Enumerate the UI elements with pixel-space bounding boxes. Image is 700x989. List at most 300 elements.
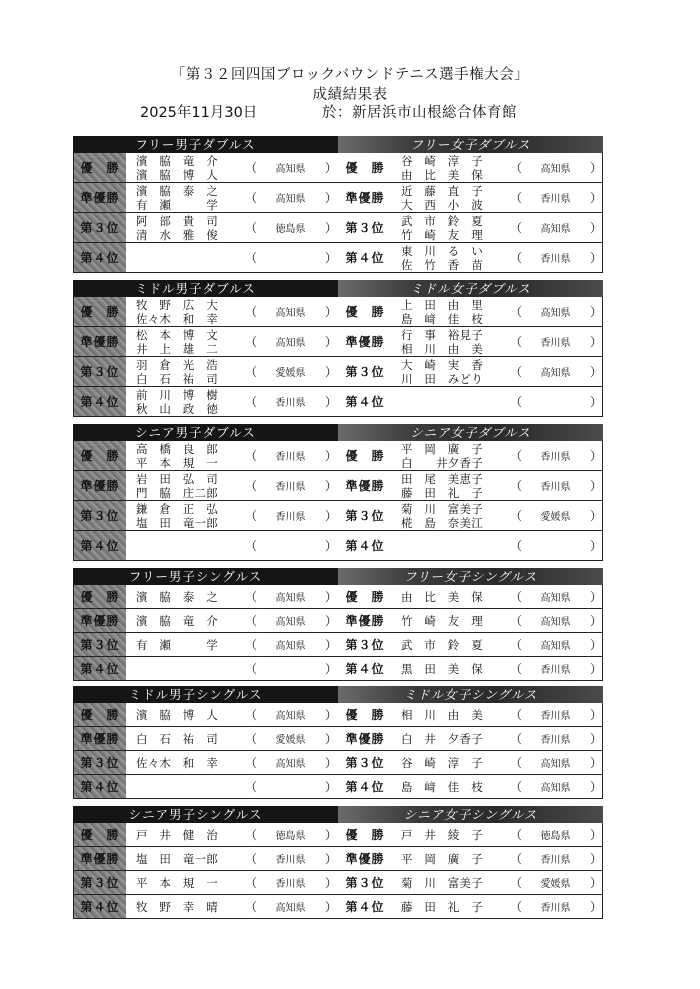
player-name — [136, 532, 244, 546]
close-bracket: ） — [324, 590, 337, 604]
men-result — [74, 703, 339, 726]
rank-label: 第４位 — [339, 657, 391, 680]
open-bracket: （ — [244, 876, 257, 890]
open-bracket: （ — [244, 449, 257, 463]
player-name: 門 脇 庄二郎 — [136, 485, 218, 500]
rank-label: 第４位 — [74, 387, 126, 416]
player-name: 武 市 鈴 夏 — [401, 637, 483, 652]
player-name: 平 岡 廣 子 — [401, 851, 483, 866]
open-bracket: （ — [509, 509, 522, 523]
player-names — [126, 756, 244, 770]
section-title-women: フリー女子ダブルス — [338, 136, 603, 153]
open-bracket: （ — [244, 780, 257, 794]
result-row — [73, 751, 603, 775]
section-title-women: フリー女子シングルス — [338, 568, 603, 585]
men-result — [74, 871, 339, 894]
rank-label: 第３位 — [339, 357, 391, 386]
player-names — [126, 388, 244, 416]
results-section — [73, 424, 603, 561]
rank-label: 第３位 — [74, 213, 126, 242]
player-name: 島 﨑 佳 枝 — [401, 779, 483, 794]
player-name: 濱 脇 竜 介 — [136, 613, 218, 628]
prefecture — [244, 393, 339, 410]
section-header — [73, 424, 603, 441]
player-names — [126, 638, 244, 652]
open-bracket: （ — [509, 221, 522, 235]
prefecture-name: 香川県 — [540, 711, 571, 722]
men-result — [74, 657, 339, 680]
prefecture — [509, 393, 604, 410]
open-bracket: （ — [509, 395, 522, 409]
women-result — [339, 327, 604, 356]
player-name: 竹 崎 友 理 — [401, 613, 483, 628]
men-result — [74, 585, 339, 608]
player-name: 由 比 美 保 — [401, 589, 483, 604]
men-result — [74, 297, 339, 326]
player-name — [401, 402, 509, 416]
prefecture-name: 愛媛県 — [275, 368, 306, 379]
player-name: 佐 竹 香 苗 — [401, 257, 483, 272]
rank-label: 優 勝 — [339, 297, 391, 326]
open-bracket: （ — [509, 590, 522, 604]
section-header — [73, 806, 603, 823]
rank-label: 準優勝 — [74, 727, 126, 750]
rank-label: 第４位 — [74, 775, 126, 798]
player-name: 谷 崎 淳 子 — [401, 153, 483, 168]
open-bracket: （ — [244, 732, 257, 746]
prefecture-name: 香川県 — [540, 855, 571, 866]
player-name: 由 比 美 保 — [401, 167, 483, 182]
prefecture-name: 高知県 — [540, 641, 571, 652]
open-bracket: （ — [509, 161, 522, 175]
men-result — [74, 243, 339, 272]
open-bracket: （ — [509, 900, 522, 914]
prefecture-name: 高知県 — [275, 641, 306, 652]
result-row — [73, 585, 603, 609]
open-bracket: （ — [244, 828, 257, 842]
women-result — [339, 441, 604, 470]
men-result — [74, 213, 339, 242]
player-name: 白 石 祐 司 — [136, 731, 218, 746]
open-bracket: （ — [509, 732, 522, 746]
result-row — [73, 213, 603, 243]
prefecture-name: 徳島県 — [275, 831, 306, 842]
player-name: 戸 井 綾 子 — [401, 827, 483, 842]
player-name: 濱 脇 博 人 — [136, 707, 218, 722]
prefecture-name: 高知県 — [540, 224, 571, 235]
player-name: 谷 崎 淳 子 — [401, 755, 483, 770]
prefecture-name: 愛媛県 — [540, 512, 571, 523]
player-names — [126, 614, 244, 628]
close-bracket: ） — [324, 479, 337, 493]
close-bracket: ） — [589, 449, 602, 463]
prefecture — [509, 447, 604, 464]
prefecture-name: 香川県 — [275, 482, 306, 493]
women-result — [339, 471, 604, 500]
close-bracket: ） — [589, 876, 602, 890]
open-bracket: （ — [244, 479, 257, 493]
player-name — [401, 532, 509, 546]
player-name: 椛 島 奈美江 — [401, 515, 483, 530]
prefecture — [244, 706, 339, 723]
player-name: 戸 井 健 治 — [136, 827, 218, 842]
women-result — [339, 895, 604, 918]
section-title-men: フリー男子シングルス — [73, 568, 338, 585]
men-result — [74, 775, 339, 798]
player-name: 塩 田 竜一郎 — [136, 515, 218, 530]
section-title-men: シニア男子ダブルス — [73, 424, 338, 441]
women-result — [339, 727, 604, 750]
prefecture-name: 徳島県 — [540, 831, 571, 842]
close-bracket: ） — [324, 365, 337, 379]
prefecture — [244, 249, 339, 266]
open-bracket: （ — [244, 662, 257, 676]
close-bracket: ） — [589, 479, 602, 493]
results-section — [73, 686, 603, 799]
player-name: 島 﨑 佳 枝 — [401, 311, 483, 326]
close-bracket: ） — [324, 876, 337, 890]
close-bracket: ） — [589, 900, 602, 914]
player-name: 平 岡 廣 子 — [401, 441, 483, 456]
player-name: 行 事 裕見子 — [401, 327, 483, 342]
result-row — [73, 847, 603, 871]
rank-label: 準優勝 — [74, 471, 126, 500]
player-name: 前 川 博 樹 — [136, 387, 218, 402]
result-row — [73, 633, 603, 657]
open-bracket: （ — [509, 539, 522, 553]
men-result — [74, 531, 339, 560]
rank-label: 準優勝 — [339, 471, 391, 500]
section-header — [73, 136, 603, 153]
women-result — [339, 213, 604, 242]
rank-label: 準優勝 — [339, 727, 391, 750]
result-row — [73, 501, 603, 531]
player-name — [401, 546, 509, 560]
prefecture — [244, 612, 339, 629]
player-name: 平 本 規 一 — [136, 455, 218, 470]
prefecture — [244, 477, 339, 494]
prefecture-name: 徳島県 — [275, 224, 306, 235]
prefecture-name: 愛媛県 — [540, 879, 571, 890]
open-bracket: （ — [244, 539, 257, 553]
close-bracket: ） — [324, 161, 337, 175]
open-bracket: （ — [509, 251, 522, 265]
result-row — [73, 775, 603, 799]
rank-label: 優 勝 — [339, 823, 391, 846]
prefecture — [509, 159, 604, 176]
prefecture-name: 香川県 — [275, 398, 306, 409]
player-names — [126, 590, 244, 604]
player-names — [391, 662, 509, 676]
open-bracket: （ — [509, 335, 522, 349]
prefecture — [244, 826, 339, 843]
results-section — [73, 568, 603, 681]
prefecture-name: 香川県 — [540, 903, 571, 914]
prefecture — [509, 850, 604, 867]
men-result — [74, 727, 339, 750]
open-bracket: （ — [244, 335, 257, 349]
rank-label: 優 勝 — [74, 703, 126, 726]
women-result — [339, 387, 604, 416]
rank-label: 第３位 — [339, 871, 391, 894]
section-title-women: ミドル女子シングルス — [338, 686, 603, 703]
player-names — [126, 708, 244, 722]
prefecture-name: 香川県 — [540, 665, 571, 676]
prefecture — [244, 219, 339, 236]
prefecture-name: 香川県 — [540, 735, 571, 746]
player-name: 高 橋 良 郎 — [136, 441, 218, 456]
women-result — [339, 243, 604, 272]
prefecture-name: 高知県 — [275, 711, 306, 722]
prefecture — [244, 898, 339, 915]
open-bracket: （ — [509, 365, 522, 379]
prefecture-name: 香川県 — [275, 879, 306, 890]
open-bracket: （ — [244, 509, 257, 523]
player-names — [126, 154, 244, 182]
open-bracket: （ — [244, 900, 257, 914]
prefecture — [509, 730, 604, 747]
men-result — [74, 501, 339, 530]
close-bracket: ） — [589, 365, 602, 379]
rank-label: 第４位 — [74, 657, 126, 680]
rank-label: 優 勝 — [339, 153, 391, 182]
results-subtitle: 成績結果表 — [312, 87, 388, 103]
section-header — [73, 686, 603, 703]
results-section — [73, 806, 603, 919]
women-result — [339, 297, 604, 326]
section-title-women: ミドル女子ダブルス — [338, 280, 603, 297]
open-bracket: （ — [509, 614, 522, 628]
close-bracket: ） — [589, 395, 602, 409]
close-bracket: ） — [589, 638, 602, 652]
section-header — [73, 568, 603, 585]
player-name — [136, 780, 244, 794]
prefecture — [244, 754, 339, 771]
men-result — [74, 895, 339, 918]
close-bracket: ） — [324, 638, 337, 652]
event-venue: 於：新居浜市山根総合体育館 — [322, 105, 517, 121]
prefecture-name: 香川県 — [275, 452, 306, 463]
player-name: 佐々木 和 幸 — [136, 755, 218, 770]
prefecture — [244, 447, 339, 464]
player-names — [391, 154, 509, 182]
prefecture-name: 高知県 — [275, 759, 306, 770]
prefecture-name: 高知県 — [275, 903, 306, 914]
player-name: 有 瀬 学 — [136, 637, 218, 652]
player-names — [126, 214, 244, 242]
result-row — [73, 727, 603, 751]
open-bracket: （ — [244, 191, 257, 205]
player-names — [391, 442, 509, 470]
prefecture-name: 高知県 — [540, 783, 571, 794]
prefecture — [509, 826, 604, 843]
prefecture — [509, 189, 604, 206]
prefecture — [244, 189, 339, 206]
result-row — [73, 703, 603, 727]
player-names — [126, 732, 244, 746]
player-name: 藤 田 礼 子 — [401, 899, 483, 914]
player-names — [391, 876, 509, 890]
player-names — [126, 852, 244, 866]
close-bracket: ） — [324, 305, 337, 319]
player-names — [391, 328, 509, 356]
result-row — [73, 153, 603, 183]
close-bracket: ） — [324, 395, 337, 409]
player-names — [391, 732, 509, 746]
prefecture-name: 愛媛県 — [275, 735, 306, 746]
rank-label: 第４位 — [339, 243, 391, 272]
player-names — [126, 502, 244, 530]
rank-label: 準優勝 — [339, 609, 391, 632]
women-result — [339, 751, 604, 774]
player-names — [391, 244, 509, 272]
player-name: 相 川 由 美 — [401, 707, 483, 722]
player-name: 白 井 夕香子 — [401, 731, 483, 746]
women-result — [339, 847, 604, 870]
close-bracket: ） — [324, 780, 337, 794]
player-name: 松 本 博 文 — [136, 327, 218, 342]
player-name: 濱 脇 博 人 — [136, 167, 218, 182]
player-name: 鎌 倉 正 弘 — [136, 501, 218, 516]
women-result — [339, 871, 604, 894]
result-row — [73, 183, 603, 213]
section-header — [73, 280, 603, 297]
result-row — [73, 531, 603, 561]
prefecture — [244, 507, 339, 524]
prefecture — [509, 874, 604, 891]
player-names — [391, 852, 509, 866]
prefecture-name: 高知県 — [540, 308, 571, 319]
player-name: 相 川 由 美 — [401, 341, 483, 356]
player-name: 濱 脇 泰 之 — [136, 589, 218, 604]
player-name: 牧 野 広 大 — [136, 297, 218, 312]
prefecture-name: 高知県 — [275, 164, 306, 175]
rank-label: 第４位 — [74, 243, 126, 272]
women-result — [339, 585, 604, 608]
women-result — [339, 609, 604, 632]
rank-label: 第３位 — [339, 633, 391, 656]
player-names — [126, 442, 244, 470]
prefecture-name: 香川県 — [540, 254, 571, 265]
rank-label: 第４位 — [74, 895, 126, 918]
prefecture — [509, 636, 604, 653]
close-bracket: ） — [589, 221, 602, 235]
player-names — [126, 876, 244, 890]
open-bracket: （ — [244, 221, 257, 235]
player-name: 白 石 祐 司 — [136, 371, 218, 386]
player-names — [391, 900, 509, 914]
player-name — [136, 258, 244, 272]
prefecture-name: 香川県 — [540, 338, 571, 349]
result-row — [73, 297, 603, 327]
rank-label: 優 勝 — [339, 441, 391, 470]
open-bracket: （ — [244, 708, 257, 722]
women-result — [339, 357, 604, 386]
event-date: 2025年11月30日 — [140, 105, 258, 121]
close-bracket: ） — [589, 191, 602, 205]
open-bracket: （ — [509, 479, 522, 493]
result-row — [73, 871, 603, 895]
player-name: 竹 崎 友 理 — [401, 227, 483, 242]
player-names — [126, 358, 244, 386]
prefecture — [244, 363, 339, 380]
men-result — [74, 357, 339, 386]
result-row — [73, 609, 603, 633]
prefecture — [509, 249, 604, 266]
men-result — [74, 327, 339, 356]
men-result — [74, 633, 339, 656]
player-name: 近 藤 直 子 — [401, 183, 483, 198]
player-names — [126, 244, 244, 272]
prefecture-name: 高知県 — [540, 593, 571, 604]
prefecture — [244, 303, 339, 320]
close-bracket: ） — [324, 449, 337, 463]
close-bracket: ） — [324, 614, 337, 628]
prefecture-name: 高知県 — [540, 164, 571, 175]
player-names — [126, 780, 244, 794]
prefecture — [509, 778, 604, 795]
prefecture — [509, 706, 604, 723]
player-name: 黒 田 美 保 — [401, 661, 483, 676]
player-names — [391, 388, 509, 416]
player-name: 牧 野 幸 晴 — [136, 899, 218, 914]
rank-label: 第３位 — [74, 633, 126, 656]
player-names — [391, 298, 509, 326]
close-bracket: ） — [589, 305, 602, 319]
open-bracket: （ — [244, 161, 257, 175]
section-title-men: シニア男子シングルス — [73, 806, 338, 823]
section-title-women: シニア女子シングルス — [338, 806, 603, 823]
prefecture — [509, 660, 604, 677]
prefecture-name: 香川県 — [275, 855, 306, 866]
player-name — [136, 662, 244, 676]
player-names — [391, 708, 509, 722]
player-names — [391, 502, 509, 530]
prefecture — [509, 333, 604, 350]
player-names — [391, 780, 509, 794]
close-bracket: ） — [324, 852, 337, 866]
prefecture — [244, 730, 339, 747]
rank-label: 第３位 — [339, 751, 391, 774]
player-name: 有 瀬 学 — [136, 197, 218, 212]
prefecture-name: 香川県 — [540, 482, 571, 493]
player-name: 藤 田 礼 子 — [401, 485, 483, 500]
result-row — [73, 895, 603, 919]
close-bracket: ） — [324, 708, 337, 722]
rank-label: 第４位 — [74, 531, 126, 560]
prefecture-name: 高知県 — [540, 759, 571, 770]
prefecture-name: 高知県 — [275, 194, 306, 205]
close-bracket: ） — [324, 756, 337, 770]
results-section — [73, 280, 603, 417]
prefecture — [509, 588, 604, 605]
rank-label: 第４位 — [339, 775, 391, 798]
women-result — [339, 183, 604, 212]
section-title-men: フリー男子ダブルス — [73, 136, 338, 153]
rank-label: 第４位 — [339, 531, 391, 560]
men-result — [74, 387, 339, 416]
player-names — [126, 472, 244, 500]
prefecture — [244, 874, 339, 891]
close-bracket: ） — [589, 708, 602, 722]
prefecture — [509, 303, 604, 320]
men-result — [74, 609, 339, 632]
prefecture — [244, 588, 339, 605]
player-name: 平 本 規 一 — [136, 875, 218, 890]
close-bracket: ） — [324, 509, 337, 523]
player-name: 阿 部 貴 司 — [136, 213, 218, 228]
rank-label: 第４位 — [339, 387, 391, 416]
